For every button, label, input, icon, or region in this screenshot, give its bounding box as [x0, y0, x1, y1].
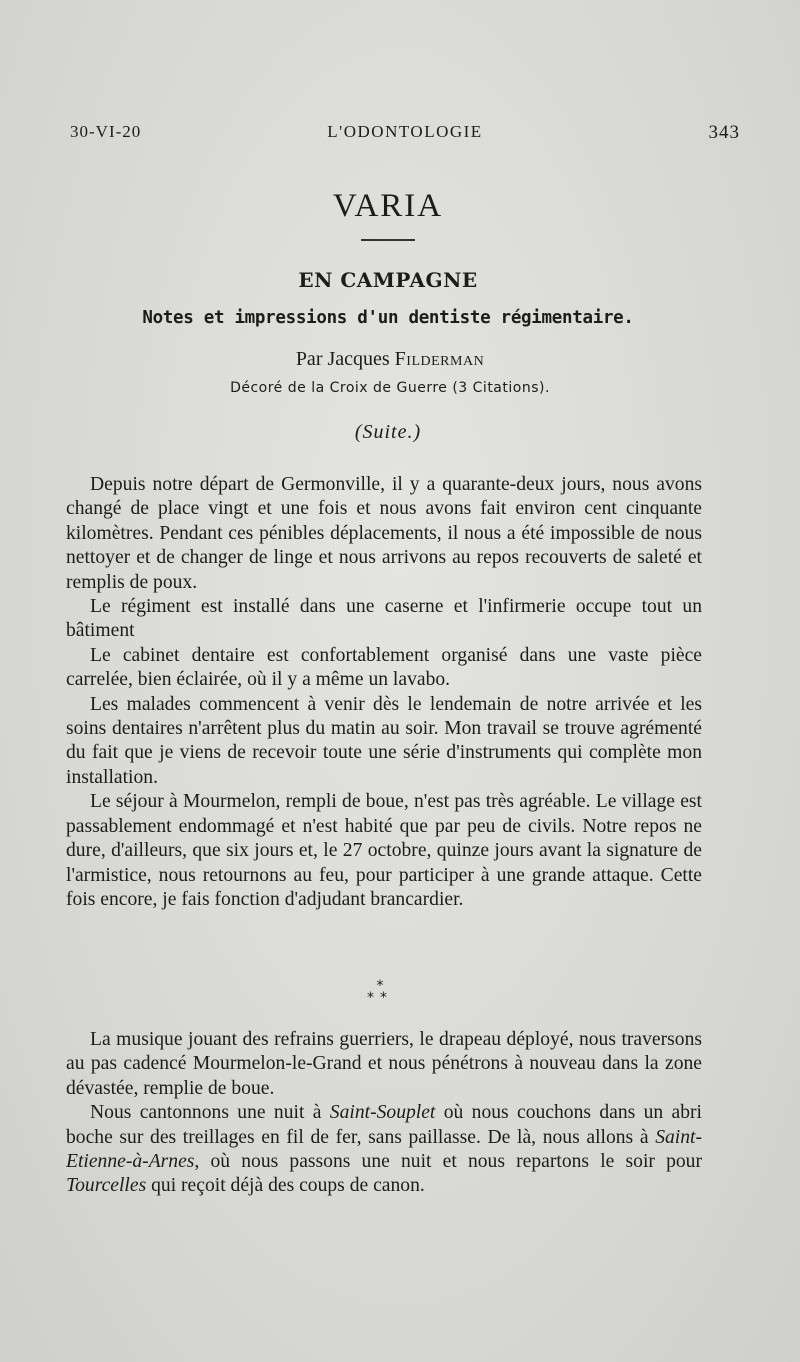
asterism-bottom: ** — [367, 990, 393, 1006]
place-name: Saint-Etienne-à-Arnes — [66, 1126, 702, 1173]
page-number: 343 — [708, 122, 740, 143]
author-decoration: Décoré de la Croix de Guerre (3 Citations). — [230, 380, 550, 396]
asterism-top: * — [376, 978, 384, 994]
article-subtitle: Notes et impressions d'un dentiste régimentaire. — [142, 308, 634, 328]
byline — [0, 348, 780, 371]
paragraph: Le régiment est installé dans une caserne et l'infirmerie occupe tout un bâtiment — [66, 596, 702, 642]
place-name: Saint-Souplet — [329, 1102, 436, 1124]
running-head — [70, 122, 740, 146]
section-title: VARIA — [332, 188, 444, 224]
body-part-1 — [66, 473, 702, 912]
paragraph: Le séjour à Mourmelon, rempli de boue, n'est pas très agréable. Le village est passablement endommagé et n'est habité que par peu de civils. Notre repos ne dure, d'ailleurs, que six jours et, le 27 octobre, quinze jours avant la signature de l'armistice, nous retournons au feu, pour participer à une grande attaque. Cette fois encore, je fais fonction d'adjudant brancardier. — [66, 791, 702, 910]
asterism — [0, 980, 760, 1004]
byline-prefix: Par Jacques — [295, 348, 390, 370]
paragraph: Le cabinet dentaire est confortablement organisé dans une vaste pièce carrelée, bien éclairée, où il y a même un lavabo. — [66, 644, 702, 691]
body-part-2 — [66, 1028, 702, 1199]
paragraph: La musique jouant des refrains guerriers, le drapeau déployé, nous traversons au pas cadencé Mourmelon-le-Grand et nous pénétrons à nouveau dans la zone dévastée, remplie de boue. — [66, 1029, 702, 1099]
journal-name: L'ODONTOLOGIE — [327, 122, 483, 141]
text-run: où nous couchons dans un abri boche sur des treillages en fil de fer, sans paillasse. De là, nous allons à — [66, 1102, 702, 1148]
text-run: qui reçoit déjà des coups de canon. — [146, 1175, 425, 1197]
text-run: , où nous passons une nuit et nous repartons le soir pour — [194, 1151, 702, 1173]
continuation-note: (Suite.) — [354, 421, 422, 443]
title-rule — [361, 239, 415, 241]
paragraph — [66, 1101, 702, 1199]
paragraph: Les malades commencent à venir dès le lendemain de notre arrivée et les soins dentaires n'arrêtent plus du matin au soir. Mon travail se trouve agrémenté du fait que je viens de recevoir toute une série d'instruments qui complète mon installation. — [66, 693, 702, 788]
author-surname: Filderman — [394, 348, 485, 370]
text-run: Nous cantonnons une nuit à — [90, 1102, 330, 1124]
issue-date: 30-VI-20 — [70, 122, 142, 141]
article-title: EN CAMPAGNE — [298, 268, 478, 292]
paragraph: Depuis notre départ de Germonville, il y a quarante-deux jours, nous avons changé de place vingt et une fois et nous avons fait environ cent cinquante kilomètres. Pendant ces pénibles déplacements, il nous a été impossible de nous nettoyer et de changer de linge et nous arrivons au repos recouverts de saleté et remplis de poux. — [66, 474, 702, 593]
place-name: Tourcelles — [66, 1175, 147, 1197]
